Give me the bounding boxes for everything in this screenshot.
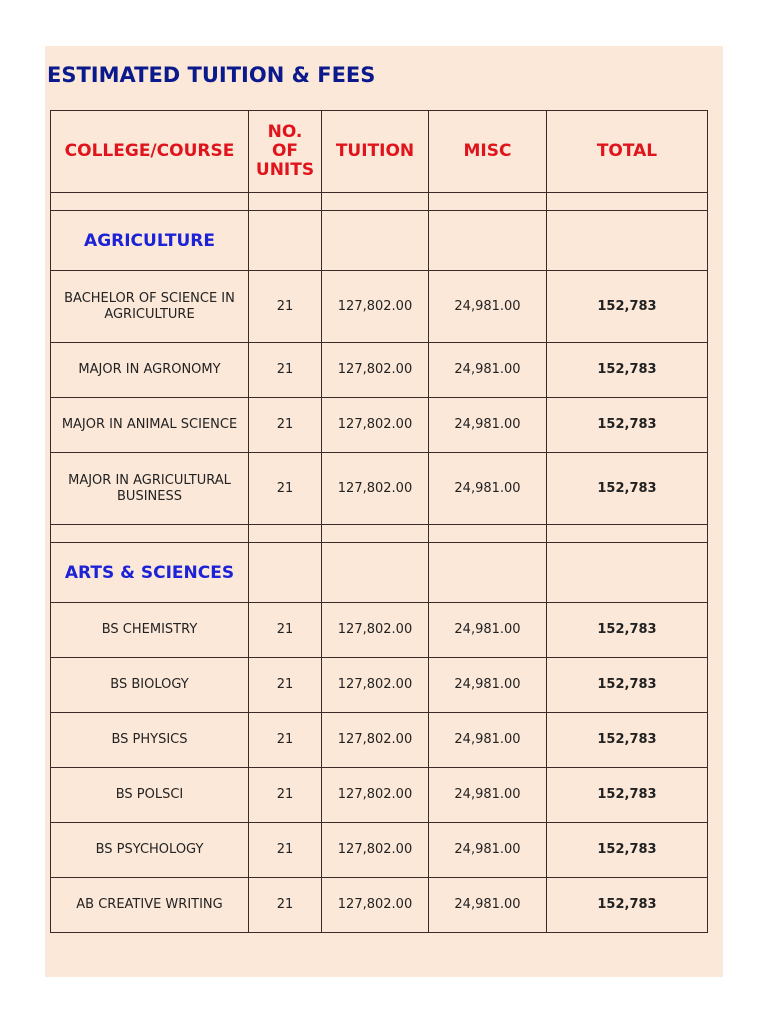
- misc-value: 24,981.00: [429, 713, 547, 768]
- units-value: 21: [249, 658, 322, 713]
- table-row: [51, 713, 708, 768]
- course-name: BS BIOLOGY: [51, 658, 249, 713]
- table-row: [51, 271, 708, 343]
- table-row: [51, 823, 708, 878]
- fees-table: [50, 110, 708, 933]
- course-name: BS CHEMISTRY: [51, 603, 249, 658]
- section-row-agriculture: [51, 211, 708, 271]
- table-row: [51, 603, 708, 658]
- units-value: 21: [249, 271, 322, 343]
- section-row-arts-sciences: [51, 543, 708, 603]
- course-name: MAJOR IN ANIMAL SCIENCE: [51, 398, 249, 453]
- total-value: 152,783: [547, 271, 708, 343]
- total-value: 152,783: [547, 878, 708, 933]
- header-row: [51, 111, 708, 193]
- table-row: [51, 343, 708, 398]
- course-name: AB CREATIVE WRITING: [51, 878, 249, 933]
- tuition-value: 127,802.00: [322, 768, 429, 823]
- tuition-value: 127,802.00: [322, 713, 429, 768]
- section-name: ARTS & SCIENCES: [51, 543, 249, 603]
- misc-value: 24,981.00: [429, 878, 547, 933]
- table-row: [51, 453, 708, 525]
- course-name: BACHELOR OF SCIENCE IN AGRICULTURE: [51, 271, 249, 343]
- tuition-value: 127,802.00: [322, 658, 429, 713]
- tuition-value: 127,802.00: [322, 453, 429, 525]
- course-name: BS PSYCHOLOGY: [51, 823, 249, 878]
- total-value: 152,783: [547, 603, 708, 658]
- tuition-value: 127,802.00: [322, 823, 429, 878]
- misc-value: 24,981.00: [429, 453, 547, 525]
- header-tuition: TUITION: [322, 111, 429, 193]
- units-value: 21: [249, 713, 322, 768]
- table-row: [51, 658, 708, 713]
- table-row: [51, 878, 708, 933]
- section-name: AGRICULTURE: [51, 211, 249, 271]
- header-total: TOTAL: [547, 111, 708, 193]
- tuition-value: 127,802.00: [322, 271, 429, 343]
- header-units: NO. OF UNITS: [249, 111, 322, 193]
- total-value: 152,783: [547, 398, 708, 453]
- units-value: 21: [249, 878, 322, 933]
- misc-value: 24,981.00: [429, 343, 547, 398]
- units-value: 21: [249, 398, 322, 453]
- page-title: ESTIMATED TUITION & FEES: [47, 63, 376, 87]
- misc-value: 24,981.00: [429, 603, 547, 658]
- table-row: [51, 398, 708, 453]
- total-value: 152,783: [547, 453, 708, 525]
- course-name: BS PHYSICS: [51, 713, 249, 768]
- total-value: 152,783: [547, 768, 708, 823]
- spacer-row: [51, 525, 708, 543]
- spacer-row: [51, 193, 708, 211]
- total-value: 152,783: [547, 823, 708, 878]
- table-row: [51, 768, 708, 823]
- total-value: 152,783: [547, 343, 708, 398]
- units-value: 21: [249, 343, 322, 398]
- header-misc: MISC: [429, 111, 547, 193]
- tuition-value: 127,802.00: [322, 603, 429, 658]
- units-value: 21: [249, 453, 322, 525]
- course-name: MAJOR IN AGRONOMY: [51, 343, 249, 398]
- total-value: 152,783: [547, 713, 708, 768]
- units-value: 21: [249, 823, 322, 878]
- tuition-value: 127,802.00: [322, 398, 429, 453]
- tuition-value: 127,802.00: [322, 343, 429, 398]
- tuition-value: 127,802.00: [322, 878, 429, 933]
- units-value: 21: [249, 603, 322, 658]
- misc-value: 24,981.00: [429, 823, 547, 878]
- total-value: 152,783: [547, 658, 708, 713]
- misc-value: 24,981.00: [429, 271, 547, 343]
- header-college-course: COLLEGE/COURSE: [51, 111, 249, 193]
- course-name: MAJOR IN AGRICULTURAL BUSINESS: [51, 453, 249, 525]
- misc-value: 24,981.00: [429, 658, 547, 713]
- misc-value: 24,981.00: [429, 768, 547, 823]
- misc-value: 24,981.00: [429, 398, 547, 453]
- units-value: 21: [249, 768, 322, 823]
- course-name: BS POLSCI: [51, 768, 249, 823]
